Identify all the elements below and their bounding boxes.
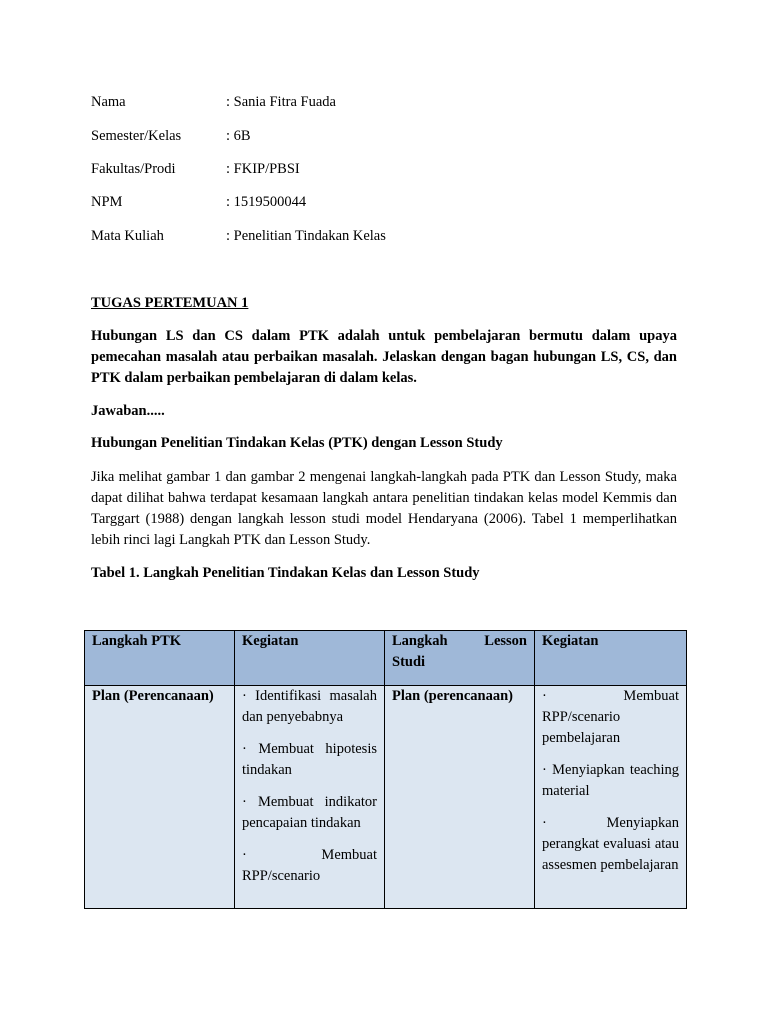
list-item: · Membuat hipotesis tindakan: [242, 741, 377, 778]
header-langkah-lesson-studi: [385, 631, 535, 686]
header-langkah-ptk: Langkah PTK: [85, 631, 235, 686]
table-row: [85, 686, 687, 909]
header-word: Langkah: [392, 633, 448, 649]
list-item: · Menyiapkan teaching material: [542, 762, 679, 799]
info-label: Nama: [91, 94, 126, 110]
cell-ptk-activities: [235, 686, 385, 909]
info-value: : Sania Fitra Fuada: [226, 94, 336, 110]
list-item: · Identifikasi masalah dan penyebabnya: [242, 688, 377, 725]
info-label: Fakultas/Prodi: [91, 161, 176, 177]
header-kegiatan-ptk: Kegiatan: [235, 631, 385, 686]
info-label: NPM: [91, 194, 123, 210]
cell-ptk-step: Plan (Perencanaan): [85, 686, 235, 909]
header-kegiatan-ls: Kegiatan: [535, 631, 687, 686]
info-label: Mata Kuliah: [91, 228, 164, 244]
info-value: : FKIP/PBSI: [226, 161, 300, 177]
section-heading: Hubungan Penelitian Tindakan Kelas (PTK) dengan Lesson Study: [91, 435, 503, 451]
header-word: Lesson: [484, 633, 527, 649]
info-value: : 1519500044: [226, 194, 307, 210]
info-value: : Penelitian Tindakan Kelas: [226, 228, 386, 244]
header-split-line: [392, 631, 527, 652]
body-paragraph: Jika melihat gambar 1 dan gambar 2 mengenai langkah-langkah pada PTK dan Lesson Study, maka dapat dilihat bahwa terdapat kesamaan langkah antara penelitian tindakan kelas model Kemmis dan Targgart (1988) dengan langkah lesson studi model Hendaryana (2006). Tabel 1 memperlihatkan lebih rinci lagi Langkah PTK dan Lesson Study.: [91, 469, 677, 548]
cell-ls-step: Plan (perencanaan): [385, 686, 535, 909]
ptk-lesson-study-table: [84, 630, 687, 909]
assignment-title: TUGAS PERTEMUAN 1: [91, 295, 249, 311]
table-caption: Tabel 1. Langkah Penelitian Tindakan Kelas dan Lesson Study: [91, 565, 480, 581]
header-word: Studi: [392, 654, 426, 670]
list-item: · Menyiapkan perangkat evaluasi atau assesmen pembelajaran: [542, 815, 679, 873]
list-item: · Membuat RPP/scenario: [242, 847, 377, 884]
info-label: Semester/Kelas: [91, 128, 182, 144]
answer-label: Jawaban.....: [91, 403, 165, 419]
info-value: : 6B: [226, 128, 251, 144]
list-item: · Membuat RPP/scenario pembelajaran: [542, 688, 679, 746]
list-item: · Membuat indikator pencapaian tindakan: [242, 794, 377, 831]
question-text: Hubungan LS dan CS dalam PTK adalah untuk pembelajaran bermutu dalam upaya pemecahan masalah atau perbaikan masalah. Jelaskan dengan bagan hubungan LS, CS, dan PTK dalam perbaikan pembelajaran di dalam kelas.: [91, 328, 677, 386]
table-header-row: [85, 631, 687, 686]
cell-ls-activities: [535, 686, 687, 909]
